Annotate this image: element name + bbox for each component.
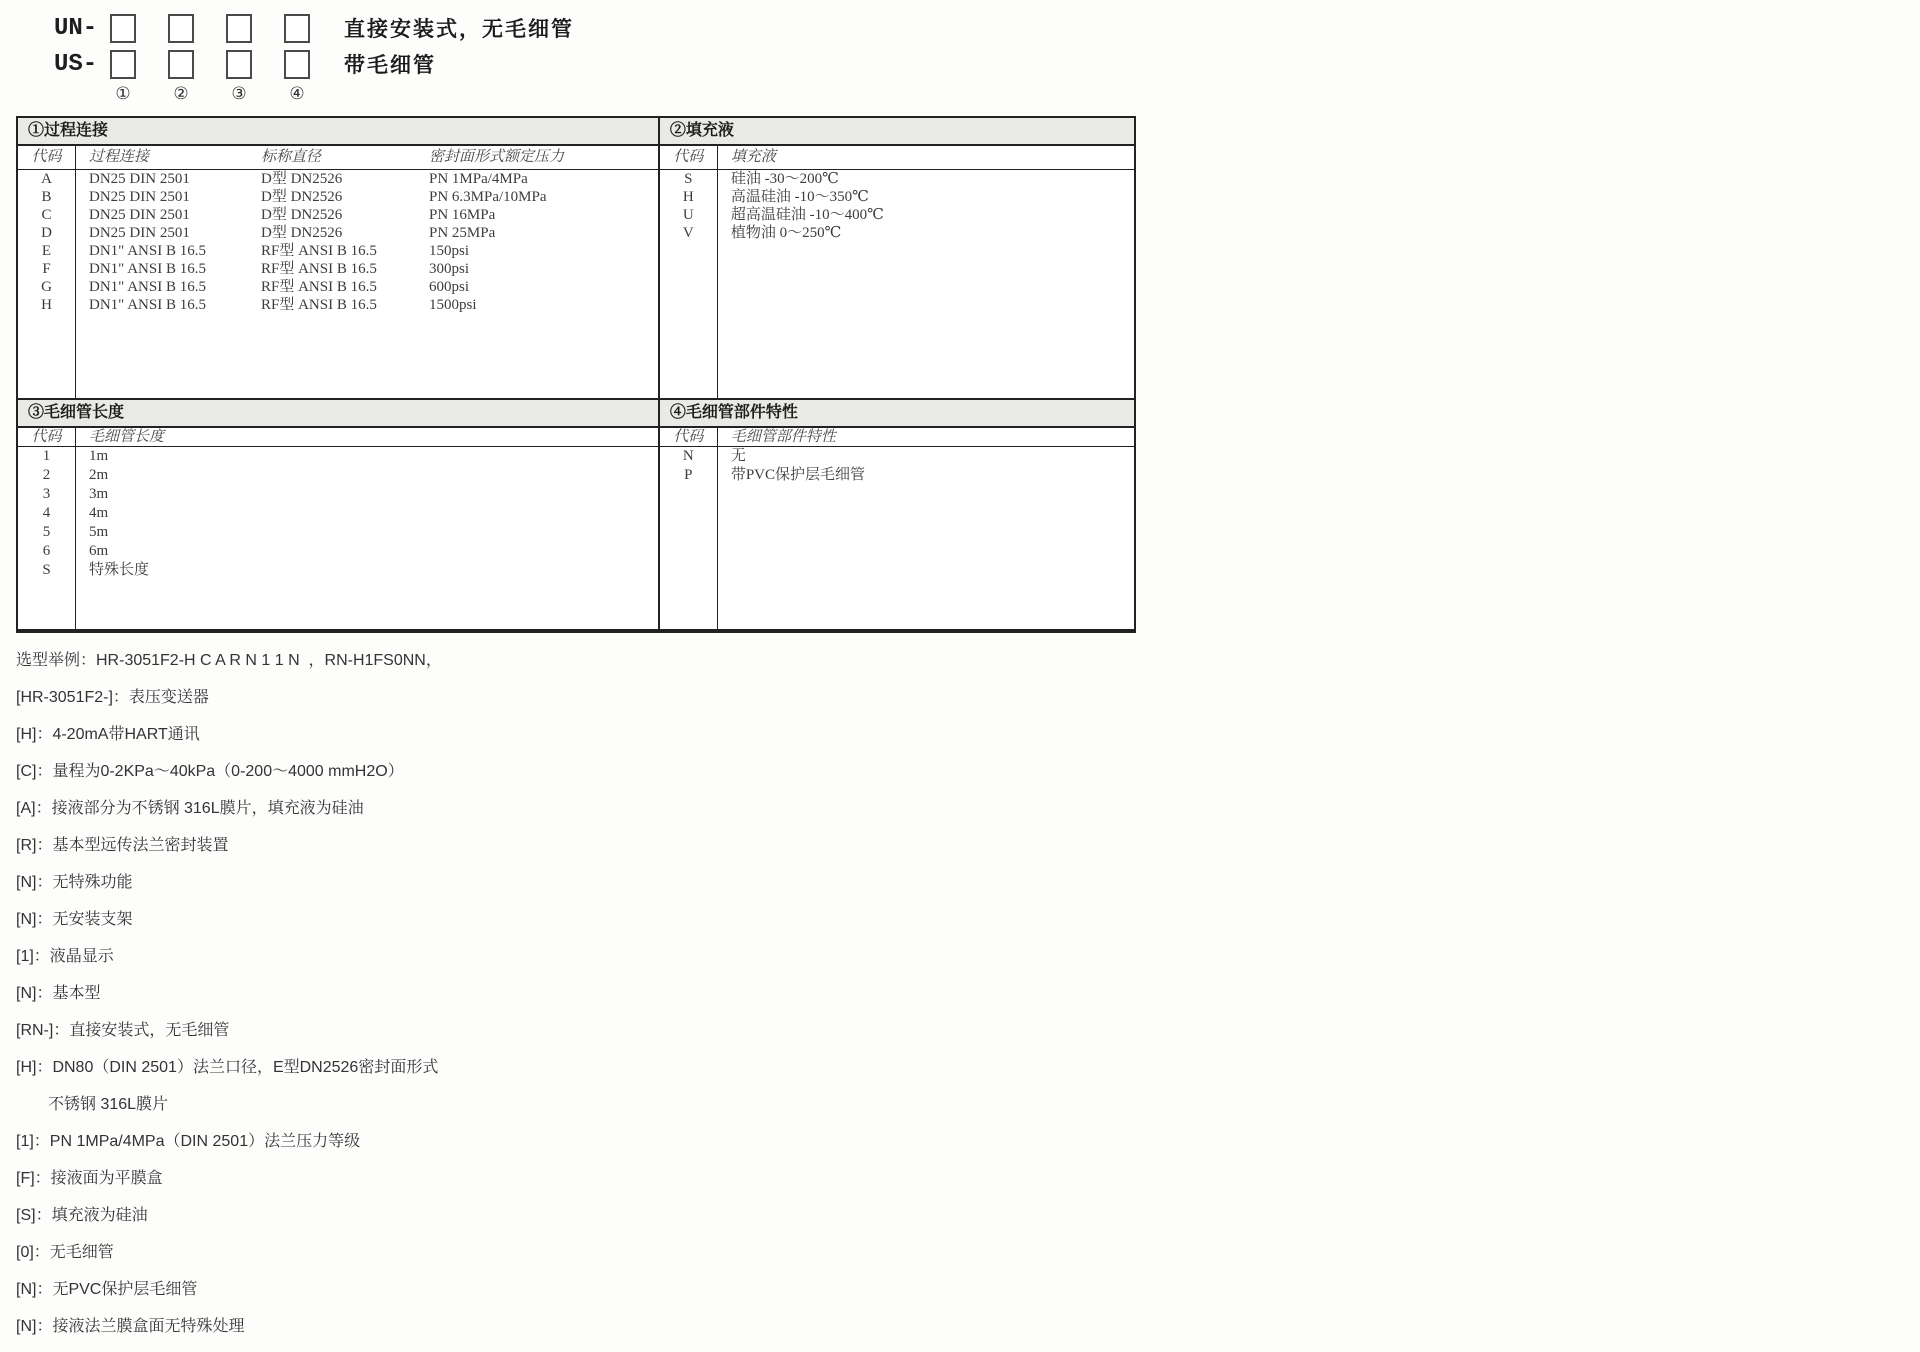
length-cell: 1m <box>89 448 109 464</box>
column-header: 毛细管长度 <box>89 429 165 445</box>
code-box-3 <box>226 14 252 43</box>
code-cell: U <box>682 207 694 223</box>
fluid-cell: 超高温硅油 -10～400℃ <box>730 207 884 223</box>
pressure-cell: 600psi <box>429 279 470 295</box>
length-cell: 特殊长度 <box>89 562 150 578</box>
connection-cell: DN1" ANSI B 16.5 <box>89 261 206 277</box>
column-divider <box>75 146 76 398</box>
column-header: 填充液 <box>730 149 776 165</box>
table-row <box>660 447 1134 466</box>
table-row <box>18 542 658 561</box>
table-row <box>660 206 1134 224</box>
table-row <box>18 504 658 523</box>
column-header: 密封面形式额定压力 <box>429 149 565 165</box>
section-header-band-2 <box>18 400 1134 428</box>
code-cell: P <box>684 467 693 483</box>
section-title-fill-fluid: ②填充液 <box>660 118 1134 144</box>
column-header-row <box>660 146 1134 170</box>
capillary-feature-rows <box>660 447 1134 485</box>
code-box-3 <box>226 50 252 79</box>
pressure-cell: 150psi <box>429 243 470 259</box>
table-row <box>18 278 658 296</box>
column-header: 标称直径 <box>261 149 322 165</box>
model-prefix-us: US- <box>54 50 98 78</box>
capillary-length-rows <box>18 447 658 580</box>
code-cell: F <box>42 261 51 277</box>
note-line: [S]：填充液为硅油 <box>16 1207 148 1224</box>
code-cell: D <box>41 225 52 241</box>
fill-fluid-table <box>660 146 1134 398</box>
column-header: 代码 <box>31 429 62 445</box>
code-cell: 3 <box>42 486 51 502</box>
selection-example-notes <box>16 649 1920 1352</box>
diameter-cell: RF型 ANSI B 16.5 <box>261 279 377 295</box>
model-description-un: 直接安装式，无毛细管 <box>344 18 574 41</box>
capillary-length-table <box>18 428 660 629</box>
connection-cell: DN1" ANSI B 16.5 <box>89 279 206 295</box>
column-divider <box>717 146 718 398</box>
digit-marker-2: ② <box>173 84 189 103</box>
pressure-cell: PN 6.3MPa/10MPa <box>429 189 547 205</box>
diameter-cell: D型 DN2526 <box>261 189 343 205</box>
code-cell: 6 <box>42 543 51 559</box>
code-cell: 5 <box>42 524 51 540</box>
code-cell: H <box>41 297 52 313</box>
pressure-cell: 1500psi <box>429 297 477 313</box>
table-row <box>660 170 1134 188</box>
capillary-feature-table <box>660 428 1134 629</box>
note-line: [0]：无毛细管 <box>16 1244 114 1261</box>
diameter-cell: D型 DN2526 <box>261 207 343 223</box>
code-box-2 <box>168 14 194 43</box>
table-body-1 <box>18 146 1134 400</box>
fluid-cell: 硅油 -30～200℃ <box>730 171 839 187</box>
model-code-block <box>54 10 1920 104</box>
table-row <box>18 170 658 188</box>
code-cell: H <box>682 189 694 205</box>
table-row <box>18 224 658 242</box>
model-description-us: 带毛细管 <box>344 54 436 77</box>
diameter-cell: D型 DN2526 <box>261 225 343 241</box>
length-cell: 6m <box>89 543 109 559</box>
note-line: [H]：4-20mA带HART通讯 <box>16 726 200 743</box>
pressure-cell: PN 16MPa <box>429 207 496 223</box>
code-cell: E <box>41 243 52 259</box>
note-line: [H]：DN80（DIN 2501）法兰口径，E型DN2526密封面形式 <box>16 1059 439 1076</box>
table-row <box>18 242 658 260</box>
code-box-4 <box>284 50 310 79</box>
column-header: 代码 <box>673 429 704 445</box>
digit-marker-3: ③ <box>231 84 247 103</box>
model-prefix-un: UN- <box>54 14 98 42</box>
code-cell: 1 <box>42 448 51 464</box>
digit-marker-1: ① <box>115 84 131 103</box>
table-row <box>660 466 1134 485</box>
model-code-line-us <box>54 46 1920 82</box>
note-line: [N]：接液法兰膜盒面无特殊处理 <box>16 1318 245 1335</box>
code-cell: 4 <box>42 505 51 521</box>
table-row <box>18 485 658 504</box>
diameter-cell: RF型 ANSI B 16.5 <box>261 261 377 277</box>
note-line: [N]：无PVC保护层毛细管 <box>16 1281 198 1298</box>
code-cell: B <box>41 189 52 205</box>
model-code-line-un <box>54 10 1920 46</box>
code-box-4 <box>284 14 310 43</box>
table-row <box>660 224 1134 242</box>
length-cell: 3m <box>89 486 109 502</box>
diameter-cell: D型 DN2526 <box>261 171 343 187</box>
diameter-cell: RF型 ANSI B 16.5 <box>261 297 377 313</box>
length-cell: 5m <box>89 524 109 540</box>
column-header: 代码 <box>31 149 62 165</box>
table-row <box>18 206 658 224</box>
digit-marker-row <box>110 84 1920 104</box>
column-divider <box>717 428 718 629</box>
pressure-cell: PN 1MPa/4MPa <box>429 171 528 187</box>
process-connection-table <box>18 146 660 398</box>
length-cell: 2m <box>89 467 109 483</box>
connection-cell: DN25 DIN 2501 <box>89 225 190 241</box>
table-row <box>18 466 658 485</box>
code-cell: N <box>682 448 694 464</box>
code-cell: 2 <box>42 467 51 483</box>
section-title-process-connection: ①过程连接 <box>18 118 660 144</box>
digit-marker-4: ④ <box>289 84 305 103</box>
note-line: [1]：液晶显示 <box>16 948 114 965</box>
code-cell: V <box>682 225 694 241</box>
code-cell: A <box>41 171 52 187</box>
process-connection-rows <box>18 170 658 314</box>
note-line: [R]：基本型远传法兰密封装置 <box>16 837 229 854</box>
note-line: [C]：量程为0-2KPa～40kPa（0-200～4000 mmH2O） <box>16 763 404 780</box>
table-row <box>660 188 1134 206</box>
fill-fluid-rows <box>660 170 1134 242</box>
column-divider <box>75 428 76 629</box>
code-cell: C <box>41 207 52 223</box>
code-cell: S <box>42 562 51 578</box>
table-row <box>18 523 658 542</box>
table-row <box>18 296 658 314</box>
diameter-cell: RF型 ANSI B 16.5 <box>261 243 377 259</box>
pressure-cell: 300psi <box>429 261 470 277</box>
column-header-row <box>660 428 1134 447</box>
note-line: 不锈钢 316L膜片 <box>16 1096 169 1113</box>
note-line: [RN-]：直接安装式，无毛细管 <box>16 1022 230 1039</box>
note-line: [N]：无安装支架 <box>16 911 133 928</box>
section-title-capillary-feature: ④毛细管部件特性 <box>660 400 1134 426</box>
connection-cell: DN25 DIN 2501 <box>89 171 190 187</box>
code-box-2 <box>168 50 194 79</box>
column-header: 过程连接 <box>89 149 150 165</box>
connection-cell: DN25 DIN 2501 <box>89 207 190 223</box>
pressure-cell: PN 25MPa <box>429 225 496 241</box>
note-line: [A]：接液部分为不锈钢 316L膜片，填充液为硅油 <box>16 800 364 817</box>
note-line: [N]：基本型 <box>16 985 101 1002</box>
section-header-band-1 <box>18 118 1134 146</box>
table-row <box>18 188 658 206</box>
note-line: [HR-3051F2-]：表压变送器 <box>16 689 209 706</box>
column-header: 代码 <box>673 149 704 165</box>
fluid-cell: 植物油 0～250℃ <box>730 225 842 241</box>
column-header: 毛细管部件特性 <box>730 429 836 445</box>
column-header-row <box>18 428 658 447</box>
section-title-capillary-length: ③毛细管长度 <box>18 400 660 426</box>
table-row <box>18 447 658 466</box>
selection-table <box>16 116 1136 633</box>
code-cell: G <box>41 279 52 295</box>
note-line: [1]：PN 1MPa/4MPa（DIN 2501）法兰压力等级 <box>16 1133 361 1150</box>
connection-cell: DN1" ANSI B 16.5 <box>89 243 206 259</box>
table-row <box>18 561 658 580</box>
code-box-1 <box>110 50 136 79</box>
note-line: [F]：接液面为平膜盒 <box>16 1170 163 1187</box>
table-body-2 <box>18 428 1134 631</box>
feature-cell: 无 <box>730 448 746 464</box>
length-cell: 4m <box>89 505 109 521</box>
code-cell: S <box>684 171 693 187</box>
note-line: 选型举例：HR-3051F2-H C A R N 1 1 N ，RN-H1FS0NN， <box>16 652 442 669</box>
connection-cell: DN25 DIN 2501 <box>89 189 190 205</box>
fluid-cell: 高温硅油 -10～350℃ <box>730 189 869 205</box>
column-header-row <box>18 146 658 170</box>
note-line: [N]：无特殊功能 <box>16 874 133 891</box>
table-row <box>18 260 658 278</box>
connection-cell: DN1" ANSI B 16.5 <box>89 297 206 313</box>
feature-cell: 带PVC保护层毛细管 <box>730 467 866 483</box>
code-box-1 <box>110 14 136 43</box>
